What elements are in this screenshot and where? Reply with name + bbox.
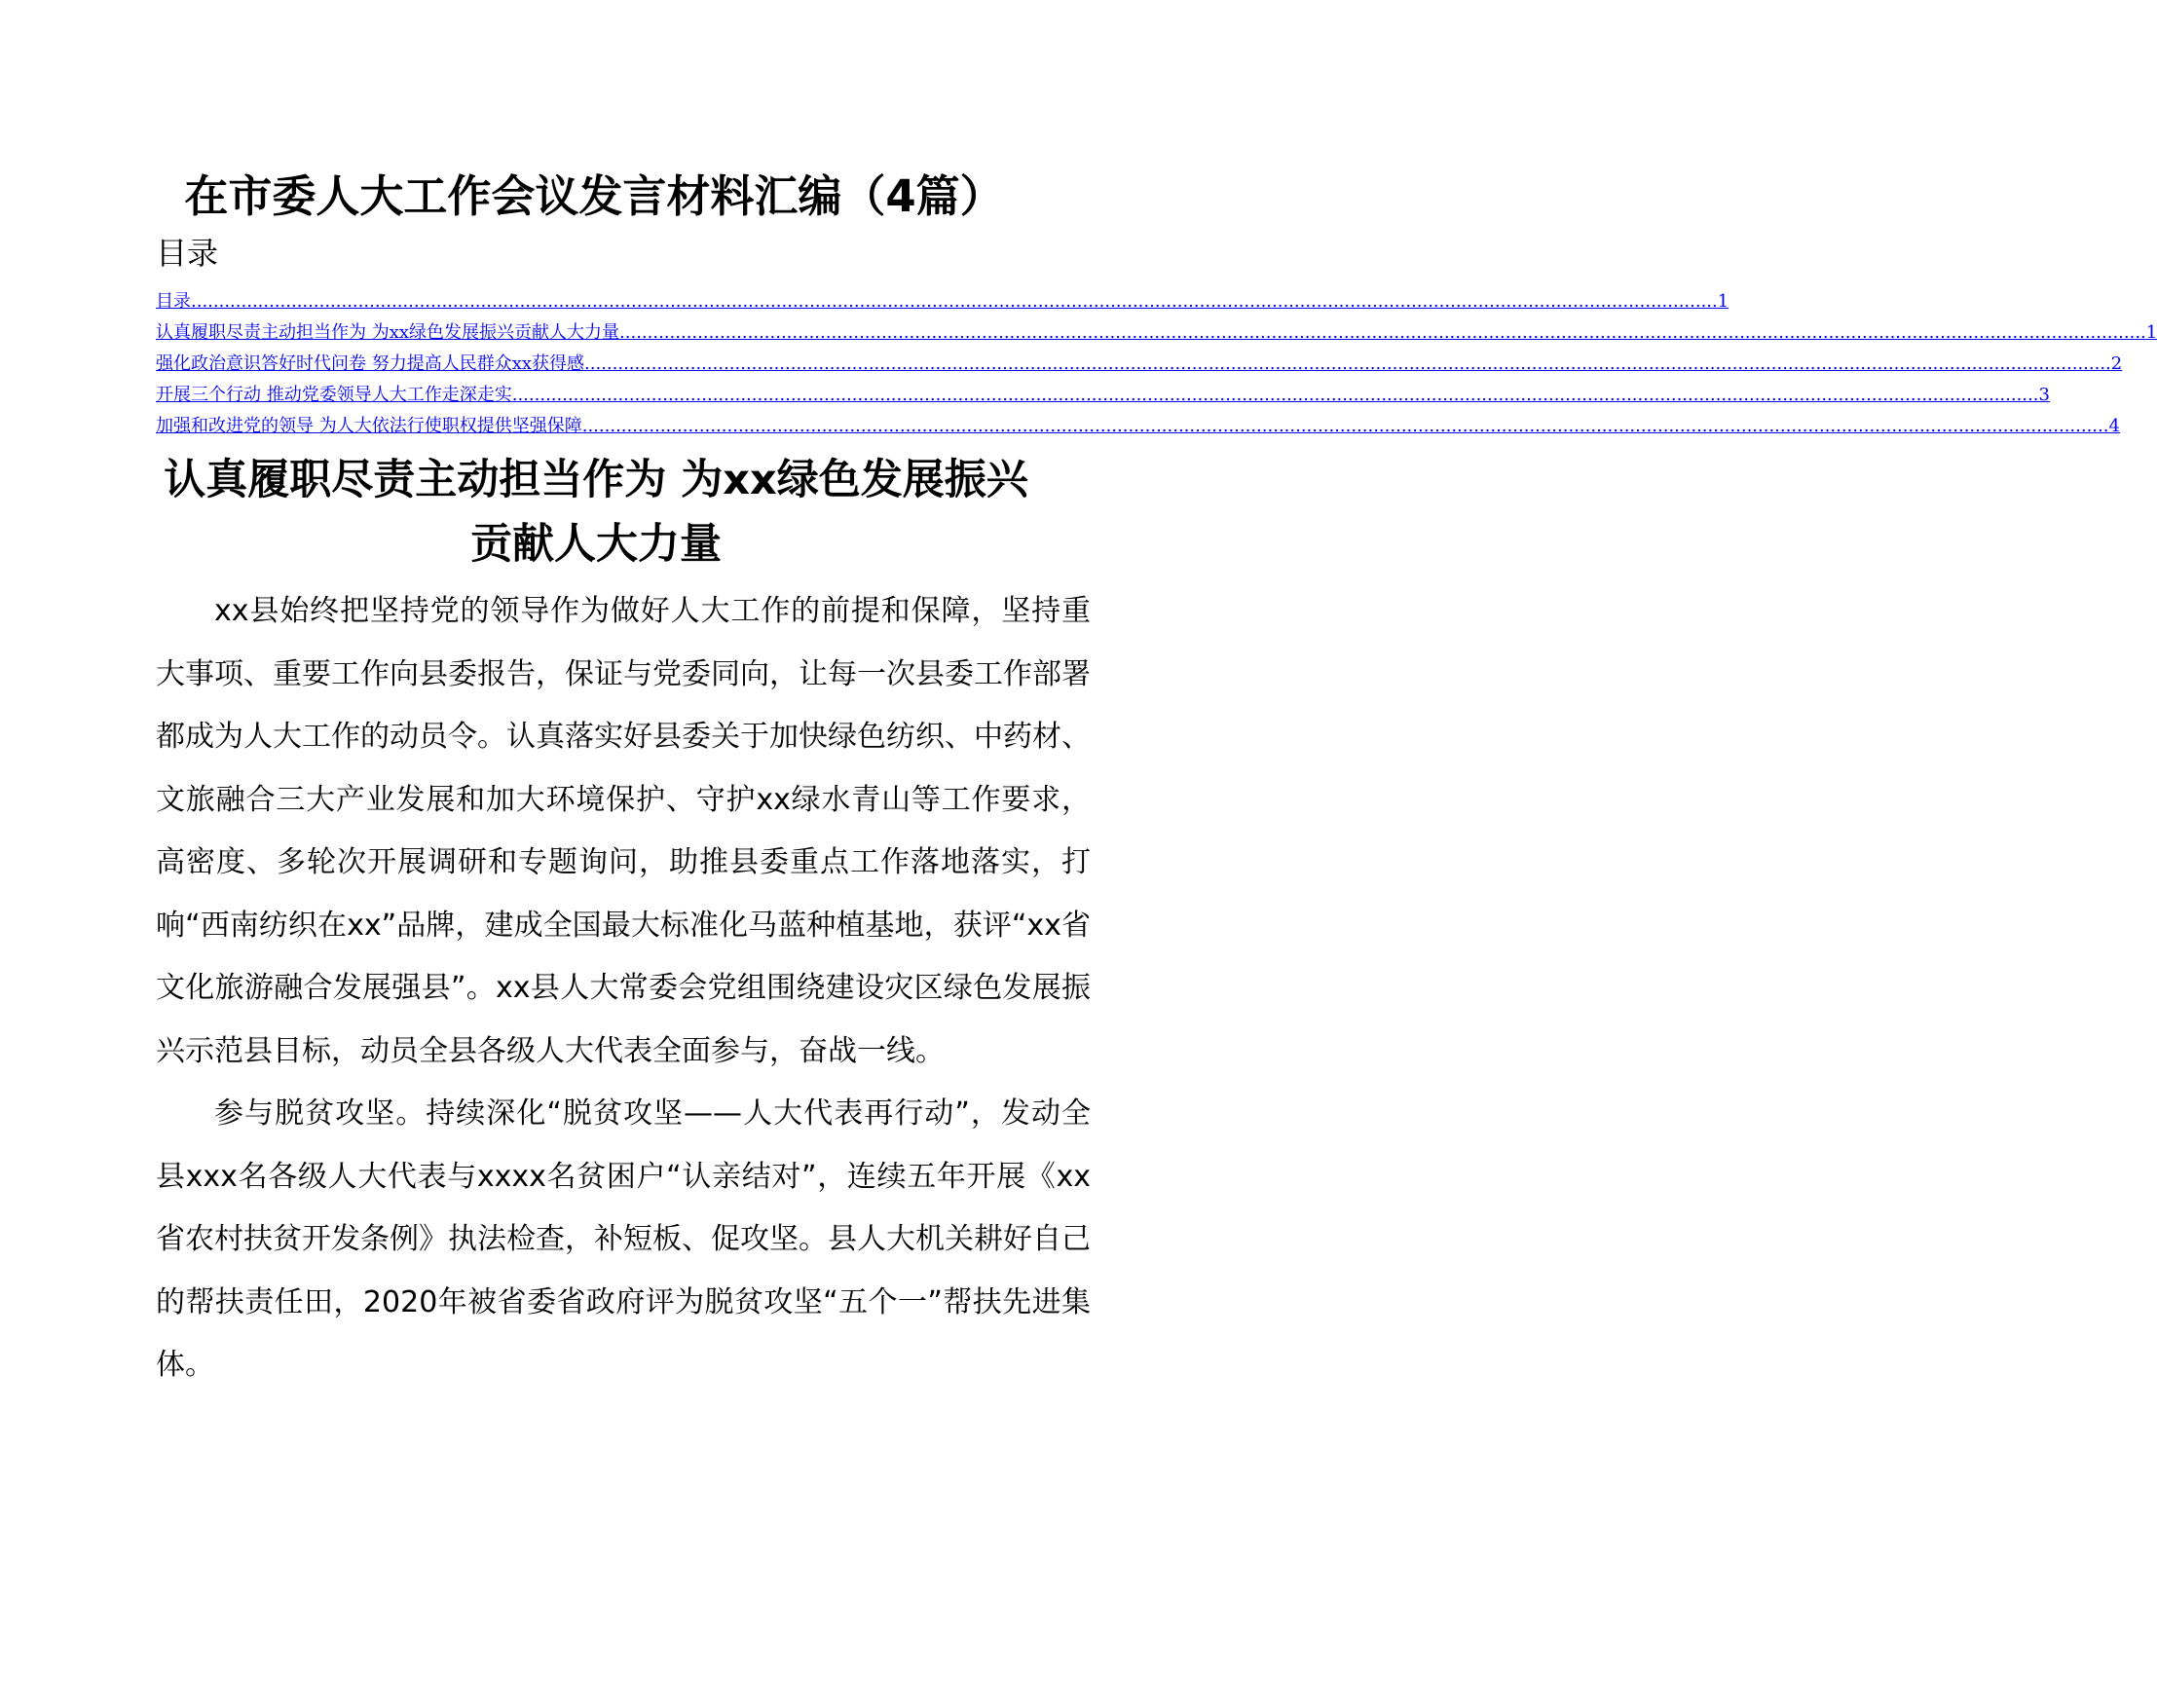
toc-entry-section-2[interactable] — [156, 349, 2123, 380]
toc-entry-section-3[interactable] — [156, 380, 2050, 411]
document-title: 在市委人大工作会议发言材料汇编（4篇） — [184, 170, 1004, 222]
toc-page-number: 4 — [2108, 416, 2120, 436]
toc-entry-contents[interactable] — [156, 286, 1729, 317]
toc-leader-dots: .................................................................................................................................................................................................................................................................................. — [191, 291, 1718, 312]
toc-leader-dots: .................................................................................................................................................................................................................................................................................. — [619, 322, 2146, 343]
toc-leader-dots: .................................................................................................................................................................................................................................................................................. — [584, 353, 2111, 374]
section-title: 认真履职尽责主动担当作为 为xx绿色发展振兴贡献人大力量 — [164, 456, 1028, 569]
toc-leader-dots: .................................................................................................................................................................................................................................................................................. — [581, 416, 2109, 436]
toc-heading: 目录 — [156, 235, 219, 272]
document-page — [156, 0, 2157, 1708]
toc-entry-text: 认真履职尽责主动担当作为 为xx绿色发展振兴贡献人大力量 — [156, 322, 620, 343]
toc-entry-section-4[interactable] — [156, 411, 2120, 442]
toc-page-number: 2 — [2110, 353, 2123, 374]
toc-entry-section-1[interactable] — [156, 317, 2157, 349]
toc-entry-text: 强化政治意识答好时代问卷 努力提高人民群众xx获得感 — [156, 353, 585, 374]
table-of-contents — [156, 286, 2157, 442]
toc-leader-dots: .................................................................................................................................................................................................................................................................................. — [511, 385, 2039, 405]
toc-page-number: 3 — [2038, 385, 2050, 405]
toc-page-number: 1 — [2145, 322, 2157, 343]
toc-entry-text: 目录 — [156, 291, 191, 312]
body-paragraph: xx县始终把坚持党的领导作为做好人大工作的前提和保障，坚持重大事项、重要工作向县委报告，保证与党委同向，让每一次县委工作部署都成为人大工作的动员令。认真落实好县委关于加快绿色纺织、中药材、文旅融合三大产业发展和加大环境保护、守护xx绿水青山等工作要求，高密度、多轮次开展调研和专题询问，助推县委重点工作落地落实，打响“西南纺织在xx”品牌，建成全国最大标准化马蓝种植基地，获评“xx省文化旅游融合发展强县”。xx县人大常委会党组围绕建设灾区绿色发展振兴示范县目标，动员全县各级人大代表全面参与，奋战一线。 — [156, 594, 1091, 1068]
section-body — [156, 580, 1091, 1397]
toc-entry-text: 加强和改进党的领导 为人大依法行使职权提供坚强保障 — [156, 416, 582, 436]
toc-page-number: 1 — [1717, 291, 1729, 312]
body-paragraph: 参与脱贫攻坚。持续深化“脱贫攻坚——人大代表再行动”，发动全县xxx名各级人大代表与xxxx名贫困户“认亲结对”，连续五年开展《xx省农村扶贫开发条例》执法检查，补短板、促攻坚。县人大机关耕好自己的帮扶责任田，2020年被省委省政府评为脱贫攻坚“五个一”帮扶先进集体。 — [156, 1096, 1091, 1382]
toc-entry-text: 开展三个行动 推动党委领导人大工作走深走实 — [156, 385, 512, 405]
